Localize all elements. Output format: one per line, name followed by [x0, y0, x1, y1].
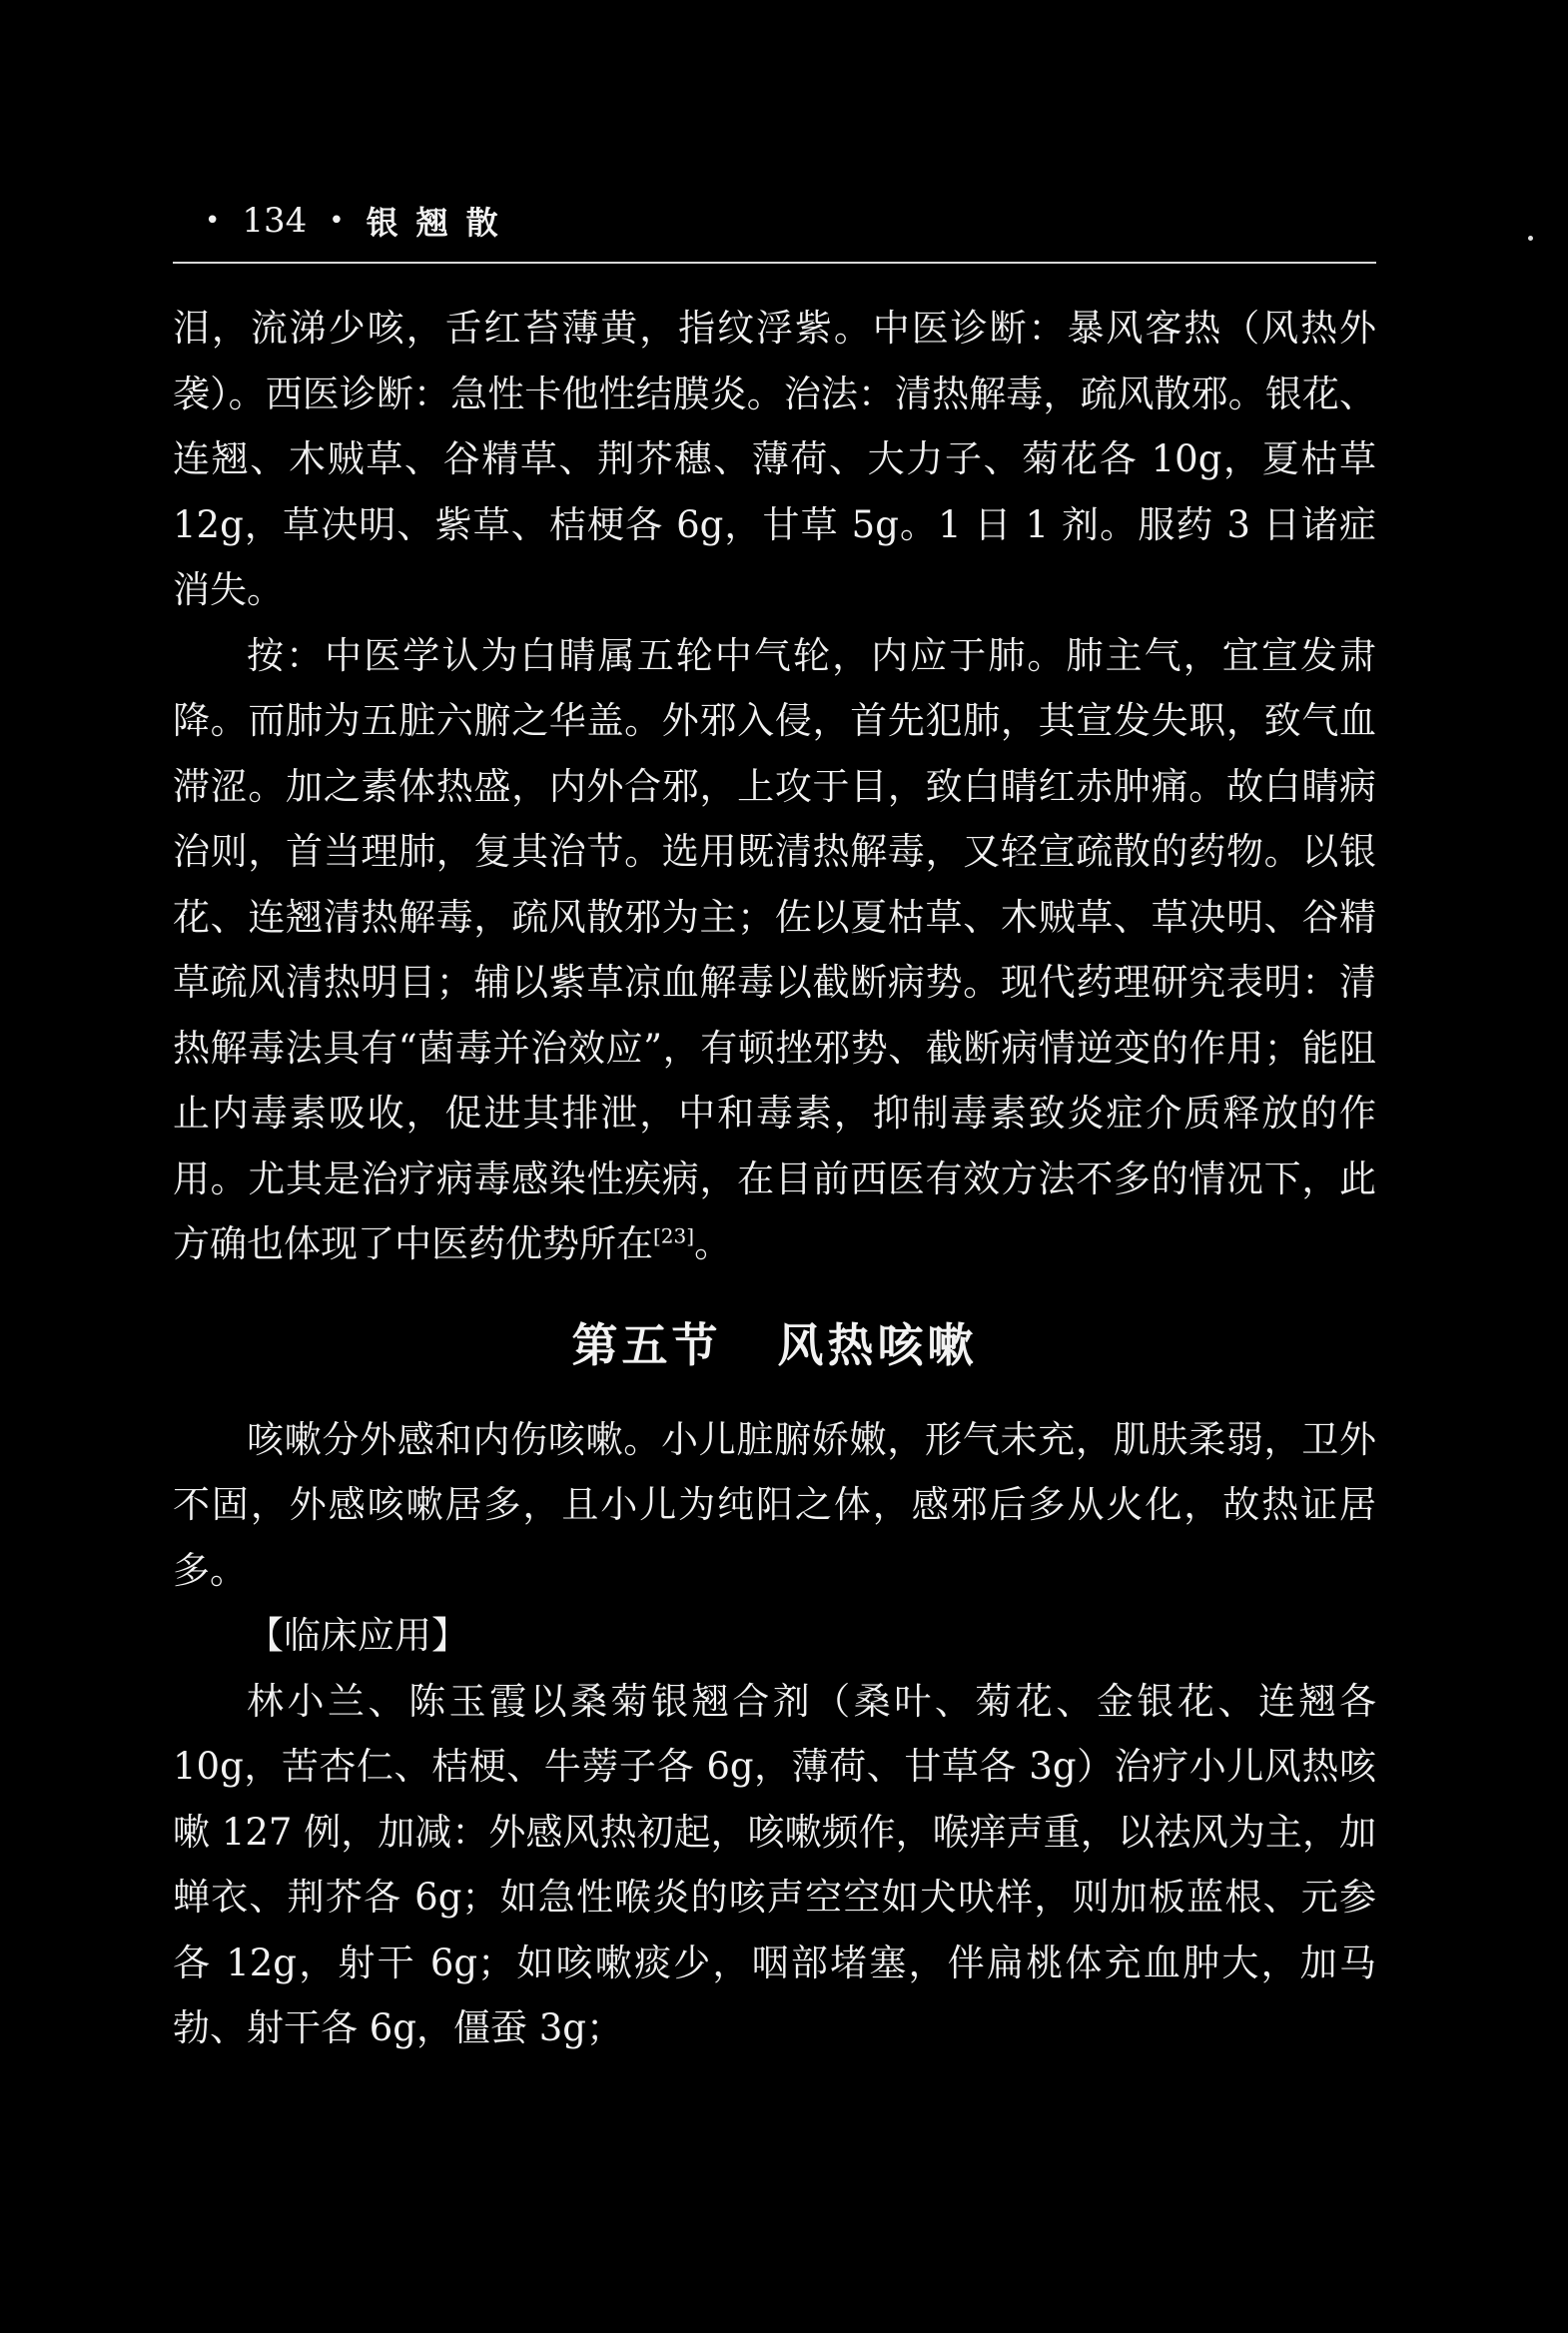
section-heading	[173, 1315, 1376, 1375]
page-number: 134	[242, 201, 308, 241]
clinical-application-heading: 【临床应用】	[247, 1614, 468, 1657]
header-dot-right: •	[329, 206, 345, 236]
citation-ref: [23]	[653, 1223, 695, 1248]
page-body	[173, 296, 1376, 2061]
book-title: 银翘散	[366, 204, 516, 242]
commentary-text: 按：中医学认为白睛属五轮中气轮，内应于肺。肺主气，宜宣发肃降。而肺为五脏六腑之华盖。外邪入侵，首先犯肺，其宣发失职，致气血滞涩。加之素体热盛，内外合邪，上攻于目，致白睛红赤肿痛。故白睛病治则，首当理肺，复其治节。选用既清热解毒，又轻宣疏散的药物。以银花、连翘清热解毒，疏风散邪为主；佐以夏枯草、木贼草、草决明、谷精草疏风清热明目；辅以紫草凉血解毒以截断病势。现代药理研究表明：清热解毒法具有“菌毒并治效应”，有顿挫邪势、截断病情逆变的作用；能阻止内毒素吸收，促进其排泄，中和毒素，抑制毒素致炎症介质释放的作用。尤其是治疗病毒感染性疾病，在目前西医有效方法不多的情况下，此方确也体现了中医药优势所在	[173, 633, 1376, 1265]
paragraph-clinical: 林小兰、陈玉霞以桑菊银翘合剂（桑叶、菊花、金银花、连翘各 10g，苦杏仁、桔梗、牛蒡子各 6g，薄荷、甘草各 3g）治疗小儿风热咳嗽 127 例，加减：外感风热初起，咳嗽频作，喉痒声重，以祛风为主，加蝉衣、荆芥各 6g；如急性喉炎的咳声空空如犬吠样，则加板蓝根、元参各 12g，射干 6g；如咳嗽痰少，咽部堵塞，伴扁桃体充血肿大，加马勃、射干各 6g，僵蚕 3g；	[173, 1679, 1376, 2049]
paragraph-intro: 咳嗽分外感和内伤咳嗽。小儿脏腑娇嫩，形气未充，肌肤柔弱，卫外不固，外感咳嗽居多，且小儿为纯阳之体，感邪后多从火化，故热证居多。	[173, 1417, 1376, 1592]
section-name: 风热咳嗽	[777, 1317, 978, 1372]
paragraph-case-continued: 泪，流涕少咳，舌红苔薄黄，指纹浮紫。中医诊断：暴风客热（风热外袭）。西医诊断：急性卡他性结膜炎。治法：清热解毒，疏风散邪。银花、连翘、木贼草、谷精草、荆芥穗、薄荷、大力子、菊花各 10g，夏枯草 12g，草决明、紫草、桔梗各 6g，甘草 5g。1 日 1 剂。服药 3 日诸症消失。	[173, 307, 1376, 611]
page-header	[205, 196, 516, 246]
commentary-end: 。	[694, 1222, 732, 1265]
margin-speck	[1528, 236, 1533, 241]
paragraph-commentary	[173, 623, 1376, 1277]
section-number: 第五节	[571, 1317, 722, 1372]
header-dot-left: •	[205, 206, 221, 236]
header-rule	[173, 262, 1376, 264]
